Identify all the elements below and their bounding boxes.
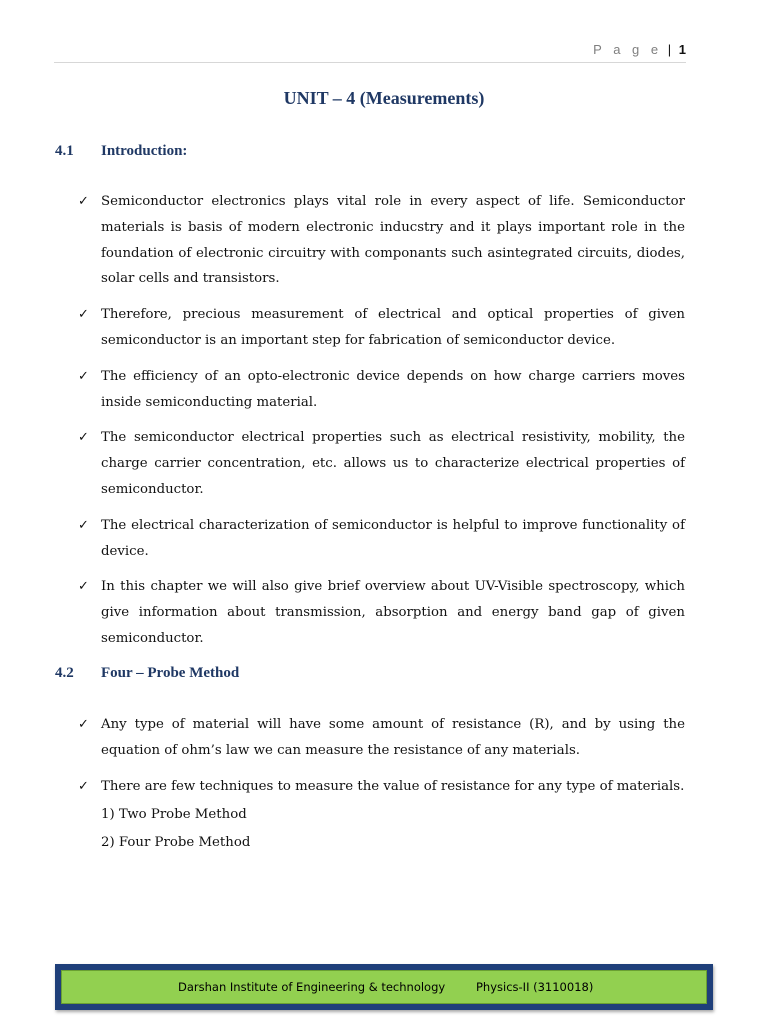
checkmark-icon: ✓: [78, 717, 89, 732]
checkmark-icon: ✓: [78, 778, 89, 794]
page-separator: |: [667, 42, 672, 57]
method-item-four-probe: 2) Four Probe Method: [101, 835, 251, 850]
page-label: P a g e: [593, 42, 663, 57]
checkmark-icon: ✓: [78, 517, 89, 533]
bullet-text: In this chapter we will also give brief overview about UV-Visible spectroscopy, which give information about transmission, absorption and energy band gap of given semiconductor.: [101, 579, 685, 646]
list-item: [78, 513, 685, 565]
list-item: [78, 425, 685, 502]
section-number: 4.2: [55, 665, 74, 681]
checkmark-icon: ✓: [78, 579, 89, 595]
page-header: [54, 42, 686, 63]
section-heading-four-probe: [55, 665, 239, 682]
method-item-two-probe: 1) Two Probe Method: [101, 807, 247, 822]
unit-title: UNIT – 4 (Measurements): [283, 88, 485, 108]
list-item: [78, 574, 685, 651]
bullet-text: Any type of material will have some amount of resistance (R), and by using the equation of ohm’s law we can measure the resistance of any materials.: [101, 717, 685, 758]
section-title: Four – Probe Method: [101, 665, 240, 681]
bullet-text: There are few techniques to measure the value of resistance for any type of materials.: [101, 778, 685, 794]
section-number: 4.1: [55, 143, 74, 159]
checkmark-icon: ✓: [78, 368, 89, 384]
list-item: [78, 302, 685, 354]
section-heading-introduction: [55, 143, 187, 160]
footer-banner: [55, 964, 713, 1010]
list-item: [78, 364, 685, 416]
section-title: Introduction:: [101, 143, 188, 159]
bullet-text: The electrical characterization of semiconductor is helpful to improve functionality of device.: [101, 517, 685, 559]
footer-course: Physics-II (3110018): [476, 980, 594, 994]
bullet-text: Semiconductor electronics plays vital role in every aspect of life. Semiconductor materials is basis of modern electronic inducstry and it plays important role in the foundation of electronic circuitry with componants such asintegrated circuits, diodes, solar cells and transistors.: [101, 194, 685, 287]
introduction-bullet-list: [78, 189, 685, 662]
four-probe-bullet-list: [78, 712, 685, 809]
list-item: [78, 712, 685, 764]
list-item: [78, 189, 685, 292]
bullet-text: The efficiency of an opto-electronic device depends on how charge carriers moves inside semiconducting material.: [101, 368, 685, 410]
page-number: 1: [678, 42, 686, 57]
footer-banner-inner: [61, 970, 707, 1004]
checkmark-icon: ✓: [78, 307, 89, 323]
checkmark-icon: ✓: [78, 194, 89, 209]
bullet-text: Therefore, precious measurement of electrical and optical properties of given semiconductor is an important step for fabrication of semiconductor device.: [101, 307, 685, 348]
bullet-text: The semiconductor electrical properties such as electrical resistivity, mobility, the charge carrier concentration, etc. allows us to characterize electrical properties of semiconductor.: [101, 430, 685, 497]
footer-institute: Darshan Institute of Engineering & technology: [178, 980, 446, 994]
list-item: [78, 774, 685, 800]
checkmark-icon: ✓: [78, 430, 89, 446]
